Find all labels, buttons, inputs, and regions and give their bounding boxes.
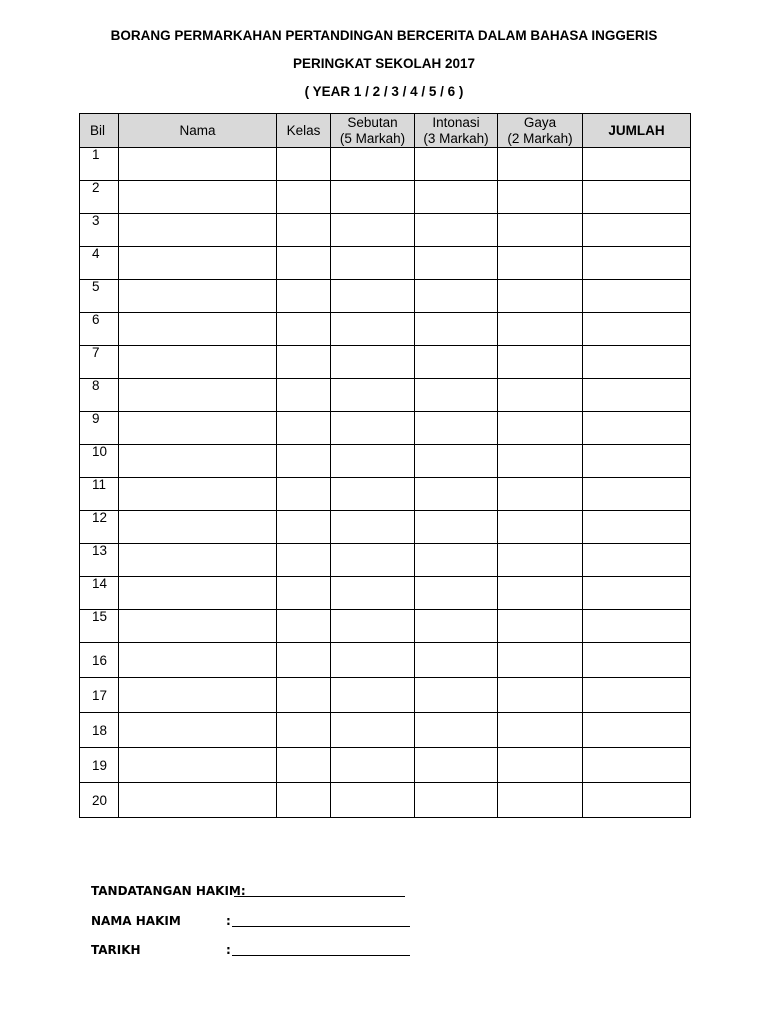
table-row — [80, 511, 691, 544]
jumlah-cell[interactable] — [583, 214, 691, 247]
jumlah-cell[interactable] — [583, 511, 691, 544]
header-gaya-marks: (2 Markah) — [507, 130, 573, 146]
bil-cell: 3 — [80, 214, 119, 247]
gaya-cell[interactable] — [498, 748, 583, 783]
bil-cell: 5 — [80, 280, 119, 313]
jumlah-cell[interactable] — [583, 280, 691, 313]
kelas-cell[interactable] — [277, 511, 331, 544]
intonasi-cell[interactable] — [415, 445, 498, 478]
bil-cell: 10 — [80, 445, 119, 478]
signature-line[interactable] — [234, 896, 405, 897]
bil-cell: 9 — [80, 412, 119, 445]
jumlah-cell[interactable] — [583, 713, 691, 748]
sebutan-cell[interactable] — [331, 445, 415, 478]
header-sebutan-label: Sebutan — [347, 114, 398, 130]
date-label: TARIKH — [91, 943, 141, 957]
jumlah-cell[interactable] — [583, 247, 691, 280]
kelas-cell[interactable] — [277, 610, 331, 643]
jumlah-cell[interactable] — [583, 445, 691, 478]
kelas-cell[interactable] — [277, 247, 331, 280]
bil-cell: 15 — [80, 610, 119, 643]
bil-cell: 4 — [80, 247, 119, 280]
table-row — [80, 748, 691, 783]
gaya-cell[interactable] — [498, 379, 583, 412]
judge-name-line[interactable] — [232, 926, 410, 927]
intonasi-cell[interactable] — [415, 713, 498, 748]
jumlah-cell[interactable] — [583, 577, 691, 610]
table-row — [80, 379, 691, 412]
gaya-cell[interactable] — [498, 346, 583, 379]
gaya-cell[interactable] — [498, 412, 583, 445]
header-gaya-label: Gaya — [523, 114, 557, 130]
judge-name-colon: : — [226, 914, 231, 928]
intonasi-cell[interactable] — [415, 379, 498, 412]
jumlah-cell[interactable] — [583, 313, 691, 346]
nama-cell[interactable] — [119, 577, 277, 610]
bil-cell: 14 — [80, 577, 119, 610]
sebutan-cell[interactable] — [331, 346, 415, 379]
kelas-cell[interactable] — [277, 713, 331, 748]
intonasi-cell[interactable] — [415, 181, 498, 214]
sebutan-cell[interactable] — [331, 181, 415, 214]
table-row — [80, 247, 691, 280]
header-gaya — [498, 114, 583, 148]
bil-cell: 6 — [80, 313, 119, 346]
gaya-cell[interactable] — [498, 511, 583, 544]
jumlah-cell[interactable] — [583, 610, 691, 643]
nama-cell[interactable] — [119, 181, 277, 214]
sebutan-cell[interactable] — [331, 148, 415, 181]
intonasi-cell[interactable] — [415, 148, 498, 181]
kelas-cell[interactable] — [277, 148, 331, 181]
jumlah-cell[interactable] — [583, 478, 691, 511]
nama-cell[interactable] — [119, 610, 277, 643]
header-sebutan-marks: (5 Markah) — [339, 130, 406, 146]
kelas-cell[interactable] — [277, 181, 331, 214]
bil-cell: 18 — [80, 713, 119, 748]
gaya-cell[interactable] — [498, 783, 583, 818]
bil-cell: 19 — [80, 748, 119, 783]
gaya-cell[interactable] — [498, 313, 583, 346]
gaya-cell[interactable] — [498, 280, 583, 313]
intonasi-cell[interactable] — [415, 610, 498, 643]
intonasi-cell[interactable] — [415, 346, 498, 379]
table-header-row — [80, 114, 691, 148]
nama-cell[interactable] — [119, 511, 277, 544]
gaya-cell[interactable] — [498, 214, 583, 247]
table-row — [80, 412, 691, 445]
sebutan-cell[interactable] — [331, 280, 415, 313]
nama-cell[interactable] — [119, 713, 277, 748]
nama-cell[interactable] — [119, 379, 277, 412]
bil-cell: 20 — [80, 783, 119, 818]
sebutan-cell[interactable] — [331, 247, 415, 280]
judge-name-row — [91, 914, 231, 928]
date-row — [91, 943, 231, 957]
table-row — [80, 313, 691, 346]
header-intonasi-marks: (3 Markah) — [423, 130, 489, 146]
kelas-cell[interactable] — [277, 280, 331, 313]
intonasi-cell[interactable] — [415, 247, 498, 280]
table-row — [80, 214, 691, 247]
header-bil: Bil — [80, 114, 119, 148]
kelas-cell[interactable] — [277, 379, 331, 412]
gaya-cell[interactable] — [498, 181, 583, 214]
bil-cell: 1 — [80, 148, 119, 181]
table-row — [80, 346, 691, 379]
bil-cell: 16 — [80, 643, 119, 678]
gaya-cell[interactable] — [498, 148, 583, 181]
form-year-selection: ( YEAR 1 / 2 / 3 / 4 / 5 / 6 ) — [304, 84, 464, 99]
intonasi-cell[interactable] — [415, 280, 498, 313]
table-row — [80, 280, 691, 313]
header-jumlah: JUMLAH — [583, 114, 691, 148]
bil-cell: 8 — [80, 379, 119, 412]
table-row — [80, 478, 691, 511]
jumlah-cell[interactable] — [583, 544, 691, 577]
gaya-cell[interactable] — [498, 247, 583, 280]
kelas-cell[interactable] — [277, 748, 331, 783]
bil-cell: 7 — [80, 346, 119, 379]
nama-cell[interactable] — [119, 148, 277, 181]
signature-label: TANDATANGAN HAKIM: — [91, 884, 246, 898]
table-row — [80, 445, 691, 478]
intonasi-cell[interactable] — [415, 412, 498, 445]
nama-cell[interactable] — [119, 478, 277, 511]
bil-cell: 13 — [80, 544, 119, 577]
kelas-cell[interactable] — [277, 544, 331, 577]
intonasi-cell[interactable] — [415, 511, 498, 544]
jumlah-cell[interactable] — [583, 346, 691, 379]
sebutan-cell[interactable] — [331, 313, 415, 346]
sebutan-cell[interactable] — [331, 511, 415, 544]
signature-row — [91, 884, 246, 898]
table-row — [80, 713, 691, 748]
intonasi-cell[interactable] — [415, 544, 498, 577]
sebutan-cell[interactable] — [331, 544, 415, 577]
header-intonasi — [415, 114, 498, 148]
sebutan-cell[interactable] — [331, 783, 415, 818]
kelas-cell[interactable] — [277, 678, 331, 713]
gaya-cell[interactable] — [498, 610, 583, 643]
kelas-cell[interactable] — [277, 313, 331, 346]
nama-cell[interactable] — [119, 412, 277, 445]
jumlah-cell[interactable] — [583, 643, 691, 678]
nama-cell[interactable] — [119, 247, 277, 280]
table-row — [80, 544, 691, 577]
kelas-cell[interactable] — [277, 445, 331, 478]
gaya-cell[interactable] — [498, 445, 583, 478]
bil-cell: 17 — [80, 678, 119, 713]
header-kelas: Kelas — [277, 114, 331, 148]
kelas-cell[interactable] — [277, 577, 331, 610]
intonasi-cell[interactable] — [415, 577, 498, 610]
form-title: BORANG PERMARKAHAN PERTANDINGAN BERCERITA DALAM BAHASA INGGERIS — [110, 28, 658, 43]
sebutan-cell[interactable] — [331, 713, 415, 748]
intonasi-cell[interactable] — [415, 783, 498, 818]
form-subtitle: PERINGKAT SEKOLAH 2017 — [292, 56, 476, 71]
table-row — [80, 181, 691, 214]
jumlah-cell[interactable] — [583, 379, 691, 412]
intonasi-cell[interactable] — [415, 214, 498, 247]
header-intonasi-label: Intonasi — [432, 114, 480, 130]
nama-cell[interactable] — [119, 544, 277, 577]
intonasi-cell[interactable] — [415, 478, 498, 511]
kelas-cell[interactable] — [277, 346, 331, 379]
date-colon: : — [226, 943, 231, 957]
kelas-cell[interactable] — [277, 214, 331, 247]
gaya-cell[interactable] — [498, 544, 583, 577]
intonasi-cell[interactable] — [415, 678, 498, 713]
nama-cell[interactable] — [119, 643, 277, 678]
sebutan-cell[interactable] — [331, 610, 415, 643]
nama-cell[interactable] — [119, 678, 277, 713]
jumlah-cell[interactable] — [583, 678, 691, 713]
kelas-cell[interactable] — [277, 478, 331, 511]
table-row — [80, 148, 691, 181]
table-row — [80, 643, 691, 678]
sebutan-cell[interactable] — [331, 748, 415, 783]
kelas-cell[interactable] — [277, 783, 331, 818]
table-row — [80, 610, 691, 643]
gaya-cell[interactable] — [498, 643, 583, 678]
bil-cell: 2 — [80, 181, 119, 214]
jumlah-cell[interactable] — [583, 412, 691, 445]
jumlah-cell[interactable] — [583, 181, 691, 214]
date-line[interactable] — [232, 955, 410, 956]
judge-name-label: NAMA HAKIM — [91, 914, 181, 928]
nama-cell[interactable] — [119, 783, 277, 818]
table-row — [80, 678, 691, 713]
jumlah-cell[interactable] — [583, 148, 691, 181]
intonasi-cell[interactable] — [415, 643, 498, 678]
nama-cell[interactable] — [119, 313, 277, 346]
sebutan-cell[interactable] — [331, 643, 415, 678]
gaya-cell[interactable] — [498, 478, 583, 511]
intonasi-cell[interactable] — [415, 748, 498, 783]
sebutan-cell[interactable] — [331, 214, 415, 247]
table-row — [80, 783, 691, 818]
nama-cell[interactable] — [119, 280, 277, 313]
nama-cell[interactable] — [119, 748, 277, 783]
table-row — [80, 577, 691, 610]
score-table — [79, 113, 691, 818]
nama-cell[interactable] — [119, 214, 277, 247]
jumlah-cell[interactable] — [583, 783, 691, 818]
bil-cell: 11 — [80, 478, 119, 511]
gaya-cell[interactable] — [498, 678, 583, 713]
nama-cell[interactable] — [119, 445, 277, 478]
nama-cell[interactable] — [119, 346, 277, 379]
kelas-cell[interactable] — [277, 412, 331, 445]
sebutan-cell[interactable] — [331, 678, 415, 713]
jumlah-cell[interactable] — [583, 748, 691, 783]
sebutan-cell[interactable] — [331, 379, 415, 412]
header-sebutan — [331, 114, 415, 148]
header-nama: Nama — [119, 114, 277, 148]
intonasi-cell[interactable] — [415, 313, 498, 346]
gaya-cell[interactable] — [498, 577, 583, 610]
gaya-cell[interactable] — [498, 713, 583, 748]
sebutan-cell[interactable] — [331, 577, 415, 610]
kelas-cell[interactable] — [277, 643, 331, 678]
sebutan-cell[interactable] — [331, 478, 415, 511]
sebutan-cell[interactable] — [331, 412, 415, 445]
bil-cell: 12 — [80, 511, 119, 544]
